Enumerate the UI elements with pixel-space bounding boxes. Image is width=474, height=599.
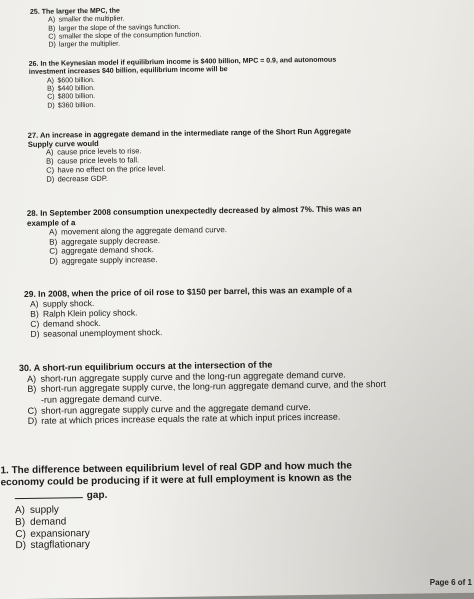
answer-blank[interactable] (15, 497, 83, 499)
answer-options (48, 13, 330, 50)
answer-option[interactable]: A) $600 billion. (47, 73, 349, 85)
answer-option[interactable]: A) supply shock. (30, 294, 404, 309)
answer-option[interactable]: A) cause price levels to rise. (46, 144, 358, 157)
answer-option[interactable]: A) short-run aggregate supply curve and the long-run aggregate demand curve. (27, 368, 419, 384)
answer-options (27, 368, 420, 427)
answer-options (15, 500, 397, 553)
answer-options (30, 294, 405, 339)
answer-option[interactable]: D) decrease GDP. (46, 171, 358, 184)
answer-option[interactable]: A) movement along the aggregate demand curve. (49, 223, 372, 237)
answer-option[interactable]: A) supply (15, 500, 396, 517)
answer-option[interactable]: B) $440 billion. (47, 81, 349, 93)
question-stem: 27. An increase in aggregate demand in the intermediate range of the Short Run Aggregate Supply curve would (28, 126, 358, 149)
question-26 (29, 56, 350, 110)
answer-option[interactable]: B) demand (15, 512, 396, 529)
question-stem: 1. The difference between equilibrium level of real GDP and how much the economy could be producing if it were at full employment is known as the (0, 460, 395, 490)
answer-option[interactable]: A) smaller the multiplier. (48, 13, 330, 25)
question-1 (0, 460, 396, 553)
answer-option[interactable]: C) demand shock. (30, 314, 404, 329)
answer-option[interactable]: B) Ralph Klein policy shock. (30, 304, 404, 319)
question-stem: 29. In 2008, when the price of oil rose to $150 per barrel, this was an example of a (24, 284, 404, 299)
answer-options (49, 223, 372, 265)
answer-option[interactable]: D) rate at which prices increase equals the rate at which input prices increase. (28, 411, 420, 427)
fill-in-blank: gap. (15, 486, 396, 503)
question-27 (28, 126, 359, 184)
answer-option[interactable]: D) stagflationary (15, 535, 396, 552)
question-25 (30, 5, 331, 51)
answer-option[interactable]: D) larger the multiplier. (48, 38, 330, 50)
answer-option[interactable]: C) expansionary (15, 523, 396, 540)
answer-option[interactable]: C) $800 billion. (47, 90, 349, 102)
answer-options (47, 73, 349, 110)
answer-option[interactable]: B) larger the slope of the savings function. (48, 21, 330, 33)
question-stem: 26. In the Keynesian model if equilibrium income is $400 billion, MPC = 0.9, and autonomous investment increases $40 billion, equilibrium income will be (29, 56, 349, 77)
answer-option[interactable]: C) have no effect on the price level. (46, 162, 358, 175)
page-number: Page 6 of 1 (430, 578, 472, 587)
answer-options (46, 144, 358, 184)
answer-option[interactable]: D) seasonal unemployment shock. (30, 324, 404, 339)
question-28 (27, 204, 373, 266)
question-stem: 30. A short-run equilibrium occurs at the intersection of the (19, 357, 419, 373)
question-29 (24, 284, 405, 340)
question-30 (19, 357, 420, 426)
answer-option[interactable]: D) $360 billion. (47, 98, 349, 110)
answer-option[interactable]: D) aggregate supply increase. (49, 252, 372, 266)
answer-option[interactable]: B) short-run aggregate supply curve, the long-run aggregate demand curve, and the short -run aggregate demand curve. (27, 379, 419, 406)
answer-option[interactable]: C) smaller the slope of the consumption function. (48, 30, 330, 42)
question-stem: 25. The larger the MPC, the (30, 5, 330, 18)
answer-option[interactable]: B) aggregate supply decrease. (49, 233, 372, 247)
answer-option[interactable]: C) aggregate demand shock. (49, 242, 372, 256)
question-stem: 28. In September 2008 consumption unexpectedly decreased by almost 7%. This was an example of a (27, 204, 372, 228)
answer-option[interactable]: C) short-run aggregate supply curve and the aggregate demand curve. (28, 400, 420, 416)
answer-option[interactable]: B) cause price levels to fall. (46, 153, 358, 166)
